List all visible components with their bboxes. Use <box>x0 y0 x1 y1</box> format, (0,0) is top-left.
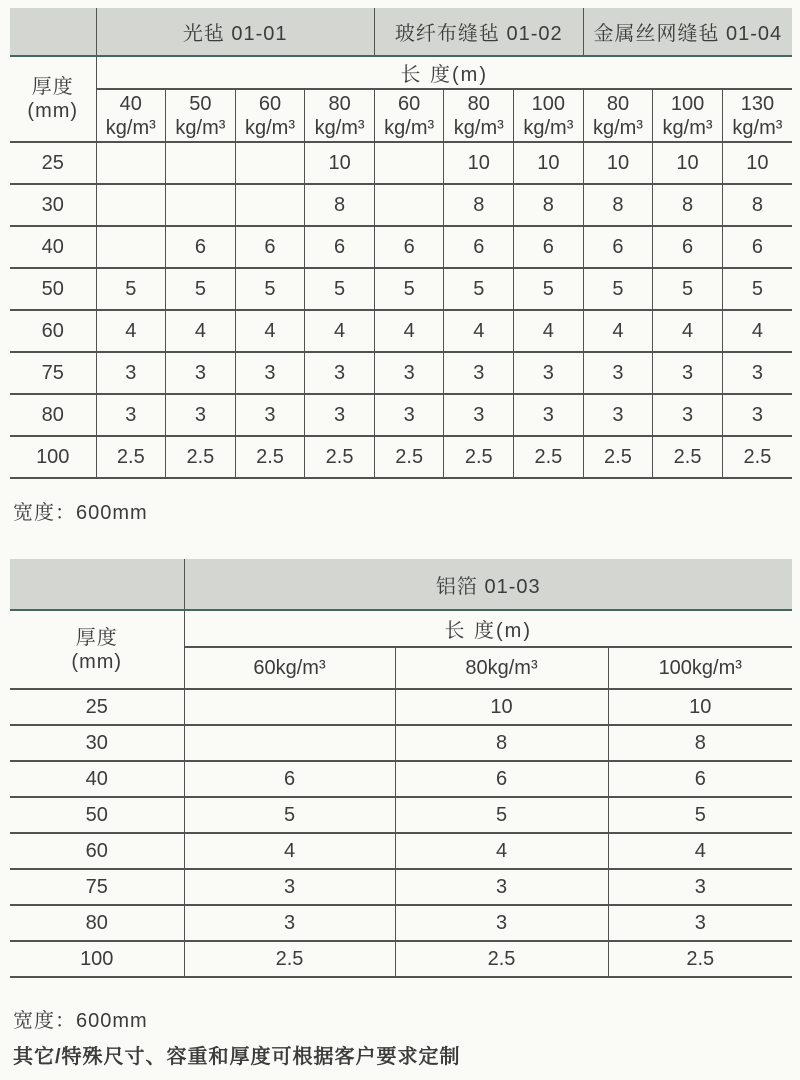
length-value-cell: 3 <box>166 394 236 436</box>
length-value-cell: 5 <box>374 268 444 310</box>
density-header-cell: 80kg/m³ <box>395 647 608 689</box>
length-value-cell: 8 <box>395 725 608 761</box>
length-value-cell: 3 <box>395 905 608 941</box>
length-value-cell: 3 <box>583 352 653 394</box>
length-value-cell: 6 <box>608 761 792 797</box>
length-value-cell: 5 <box>722 268 792 310</box>
density-header-row <box>10 89 792 142</box>
thickness-unit: (mm) <box>27 100 79 122</box>
table-row <box>10 905 792 941</box>
length-value-cell: 10 <box>305 142 375 184</box>
table-row <box>10 184 792 226</box>
length-value-cell: 2.5 <box>235 436 305 478</box>
length-value-cell: 5 <box>444 268 514 310</box>
custom-order-note: 其它/特殊尺寸、容重和厚度可根据客户要求定制 <box>13 1046 461 1068</box>
length-value-cell: 8 <box>444 184 514 226</box>
length-value-cell: 10 <box>395 689 608 725</box>
length-value-cell: 2.5 <box>305 436 375 478</box>
density-header-cell: 50 kg/m³ <box>166 89 236 142</box>
length-value-cell: 3 <box>96 394 166 436</box>
length-header-row <box>10 610 792 647</box>
length-value-cell <box>184 689 395 725</box>
band-empty-cell <box>10 559 184 610</box>
length-value-cell: 3 <box>166 352 236 394</box>
length-value-cell: 4 <box>184 833 395 869</box>
density-header-cell: 100kg/m³ <box>608 647 792 689</box>
density-header-cell: 130 kg/m³ <box>722 89 792 142</box>
length-value-cell: 5 <box>235 268 305 310</box>
length-value-cell: 3 <box>514 394 584 436</box>
felt-spec-table <box>10 8 792 479</box>
length-value-cell: 6 <box>653 226 723 268</box>
length-value-cell: 4 <box>722 310 792 352</box>
length-value-cell: 3 <box>653 394 723 436</box>
density-header-cell: 60 kg/m³ <box>374 89 444 142</box>
length-value-cell: 10 <box>608 689 792 725</box>
length-value-cell: 5 <box>608 797 792 833</box>
table-row <box>10 725 792 761</box>
length-header: 长 度(m) <box>96 56 792 89</box>
table-row <box>10 689 792 725</box>
band-empty-cell <box>10 8 96 56</box>
length-value-cell: 5 <box>514 268 584 310</box>
length-value-cell: 5 <box>583 268 653 310</box>
density-header-cell: 60kg/m³ <box>184 647 395 689</box>
section-wiremesh-stitched-felt: 金属丝网缝毡 01-04 <box>583 8 792 56</box>
length-value-cell: 4 <box>305 310 375 352</box>
length-value-cell: 3 <box>514 352 584 394</box>
length-value-cell: 2.5 <box>444 436 514 478</box>
thickness-value: 30 <box>10 184 96 226</box>
length-value-cell: 3 <box>722 394 792 436</box>
length-value-cell: 3 <box>608 905 792 941</box>
length-value-cell: 3 <box>305 394 375 436</box>
length-value-cell: 3 <box>305 352 375 394</box>
length-value-cell: 8 <box>514 184 584 226</box>
length-value-cell: 8 <box>722 184 792 226</box>
thickness-value: 75 <box>10 352 96 394</box>
length-value-cell: 3 <box>653 352 723 394</box>
thickness-value: 60 <box>10 310 96 352</box>
length-value-cell: 3 <box>184 905 395 941</box>
width-note-1: 宽度：600mm <box>13 502 148 524</box>
length-value-cell <box>166 184 236 226</box>
length-value-cell: 2.5 <box>96 436 166 478</box>
table-row <box>10 268 792 310</box>
length-value-cell: 5 <box>96 268 166 310</box>
section-glasscloth-stitched-felt: 玻纤布缝毡 01-02 <box>374 8 583 56</box>
thickness-unit: (mm) <box>71 650 123 673</box>
length-value-cell: 3 <box>608 869 792 905</box>
section-plain-felt: 光毡 01-01 <box>96 8 374 56</box>
width-note-2: 宽度：600mm <box>13 1010 148 1032</box>
length-value-cell: 4 <box>583 310 653 352</box>
length-value-cell: 4 <box>96 310 166 352</box>
density-header-cell: 60 kg/m³ <box>235 89 305 142</box>
length-value-cell: 3 <box>235 352 305 394</box>
length-value-cell: 3 <box>184 869 395 905</box>
table-row <box>10 761 792 797</box>
length-value-cell: 5 <box>305 268 375 310</box>
length-value-cell: 8 <box>608 725 792 761</box>
table-row <box>10 142 792 184</box>
length-value-cell: 5 <box>184 797 395 833</box>
table-row <box>10 394 792 436</box>
thickness-value: 75 <box>10 869 184 905</box>
length-value-cell: 4 <box>395 833 608 869</box>
length-value-cell: 6 <box>583 226 653 268</box>
length-value-cell: 2.5 <box>583 436 653 478</box>
length-value-cell: 4 <box>653 310 723 352</box>
thickness-label: 厚度 <box>75 626 118 649</box>
table-row <box>10 352 792 394</box>
thickness-value: 40 <box>10 761 184 797</box>
length-value-cell: 6 <box>395 761 608 797</box>
length-value-cell: 10 <box>444 142 514 184</box>
table-row <box>10 310 792 352</box>
thickness-value: 50 <box>10 268 96 310</box>
length-value-cell: 8 <box>653 184 723 226</box>
length-value-cell: 4 <box>235 310 305 352</box>
length-value-cell <box>96 184 166 226</box>
length-value-cell: 2.5 <box>608 941 792 977</box>
length-value-cell: 3 <box>444 352 514 394</box>
density-header-cell: 100 kg/m³ <box>514 89 584 142</box>
length-value-cell: 6 <box>305 226 375 268</box>
length-value-cell: 2.5 <box>653 436 723 478</box>
thickness-value: 60 <box>10 833 184 869</box>
table-row <box>10 869 792 905</box>
thickness-value: 50 <box>10 797 184 833</box>
length-value-cell: 3 <box>96 352 166 394</box>
length-value-cell: 2.5 <box>395 941 608 977</box>
length-value-cell: 8 <box>583 184 653 226</box>
length-value-cell: 4 <box>514 310 584 352</box>
length-value-cell <box>374 142 444 184</box>
table-row <box>10 436 792 478</box>
table-row <box>10 941 792 977</box>
length-header-row <box>10 56 792 89</box>
thickness-value: 100 <box>10 941 184 977</box>
thickness-value: 25 <box>10 689 184 725</box>
length-value-cell: 10 <box>653 142 723 184</box>
length-value-cell: 6 <box>235 226 305 268</box>
length-value-cell: 2.5 <box>514 436 584 478</box>
length-value-cell <box>235 142 305 184</box>
length-value-cell: 6 <box>166 226 236 268</box>
thickness-header <box>10 610 184 689</box>
length-value-cell: 4 <box>374 310 444 352</box>
thickness-value: 40 <box>10 226 96 268</box>
length-value-cell: 2.5 <box>166 436 236 478</box>
length-value-cell: 3 <box>444 394 514 436</box>
table-row <box>10 833 792 869</box>
length-value-cell: 3 <box>374 352 444 394</box>
length-value-cell <box>166 142 236 184</box>
thickness-value: 25 <box>10 142 96 184</box>
table2-header-band <box>10 559 792 610</box>
length-value-cell: 2.5 <box>184 941 395 977</box>
length-value-cell: 6 <box>184 761 395 797</box>
length-value-cell: 3 <box>235 394 305 436</box>
density-header-cell: 80 kg/m³ <box>583 89 653 142</box>
length-value-cell <box>96 226 166 268</box>
section-aluminum-foil: 铝箔 01-03 <box>184 559 792 610</box>
thickness-label: 厚度 <box>31 76 74 98</box>
length-value-cell: 6 <box>514 226 584 268</box>
density-header-cell: 100 kg/m³ <box>653 89 723 142</box>
density-header-cell: 80 kg/m³ <box>444 89 514 142</box>
length-value-cell: 10 <box>722 142 792 184</box>
length-value-cell: 6 <box>722 226 792 268</box>
length-value-cell: 6 <box>374 226 444 268</box>
length-value-cell <box>96 142 166 184</box>
density-header-cell: 40 kg/m³ <box>96 89 166 142</box>
length-header: 长 度(m) <box>184 610 792 647</box>
length-value-cell: 2.5 <box>374 436 444 478</box>
length-value-cell: 3 <box>374 394 444 436</box>
length-value-cell <box>235 184 305 226</box>
length-value-cell: 3 <box>583 394 653 436</box>
length-value-cell: 4 <box>444 310 514 352</box>
length-value-cell: 3 <box>722 352 792 394</box>
length-value-cell: 10 <box>583 142 653 184</box>
length-value-cell: 3 <box>395 869 608 905</box>
table-row <box>10 797 792 833</box>
thickness-value: 30 <box>10 725 184 761</box>
length-value-cell: 6 <box>444 226 514 268</box>
foil-spec-table <box>10 559 792 978</box>
table-row <box>10 226 792 268</box>
length-value-cell: 10 <box>514 142 584 184</box>
thickness-header <box>10 56 96 142</box>
thickness-value: 80 <box>10 394 96 436</box>
length-value-cell: 4 <box>608 833 792 869</box>
length-value-cell: 2.5 <box>722 436 792 478</box>
thickness-value: 100 <box>10 436 96 478</box>
length-value-cell: 5 <box>395 797 608 833</box>
table1-header-band <box>10 8 792 56</box>
length-value-cell: 5 <box>166 268 236 310</box>
thickness-value: 80 <box>10 905 184 941</box>
length-value-cell <box>184 725 395 761</box>
length-value-cell: 4 <box>166 310 236 352</box>
density-header-cell: 80 kg/m³ <box>305 89 375 142</box>
length-value-cell: 8 <box>305 184 375 226</box>
length-value-cell: 5 <box>653 268 723 310</box>
length-value-cell <box>374 184 444 226</box>
